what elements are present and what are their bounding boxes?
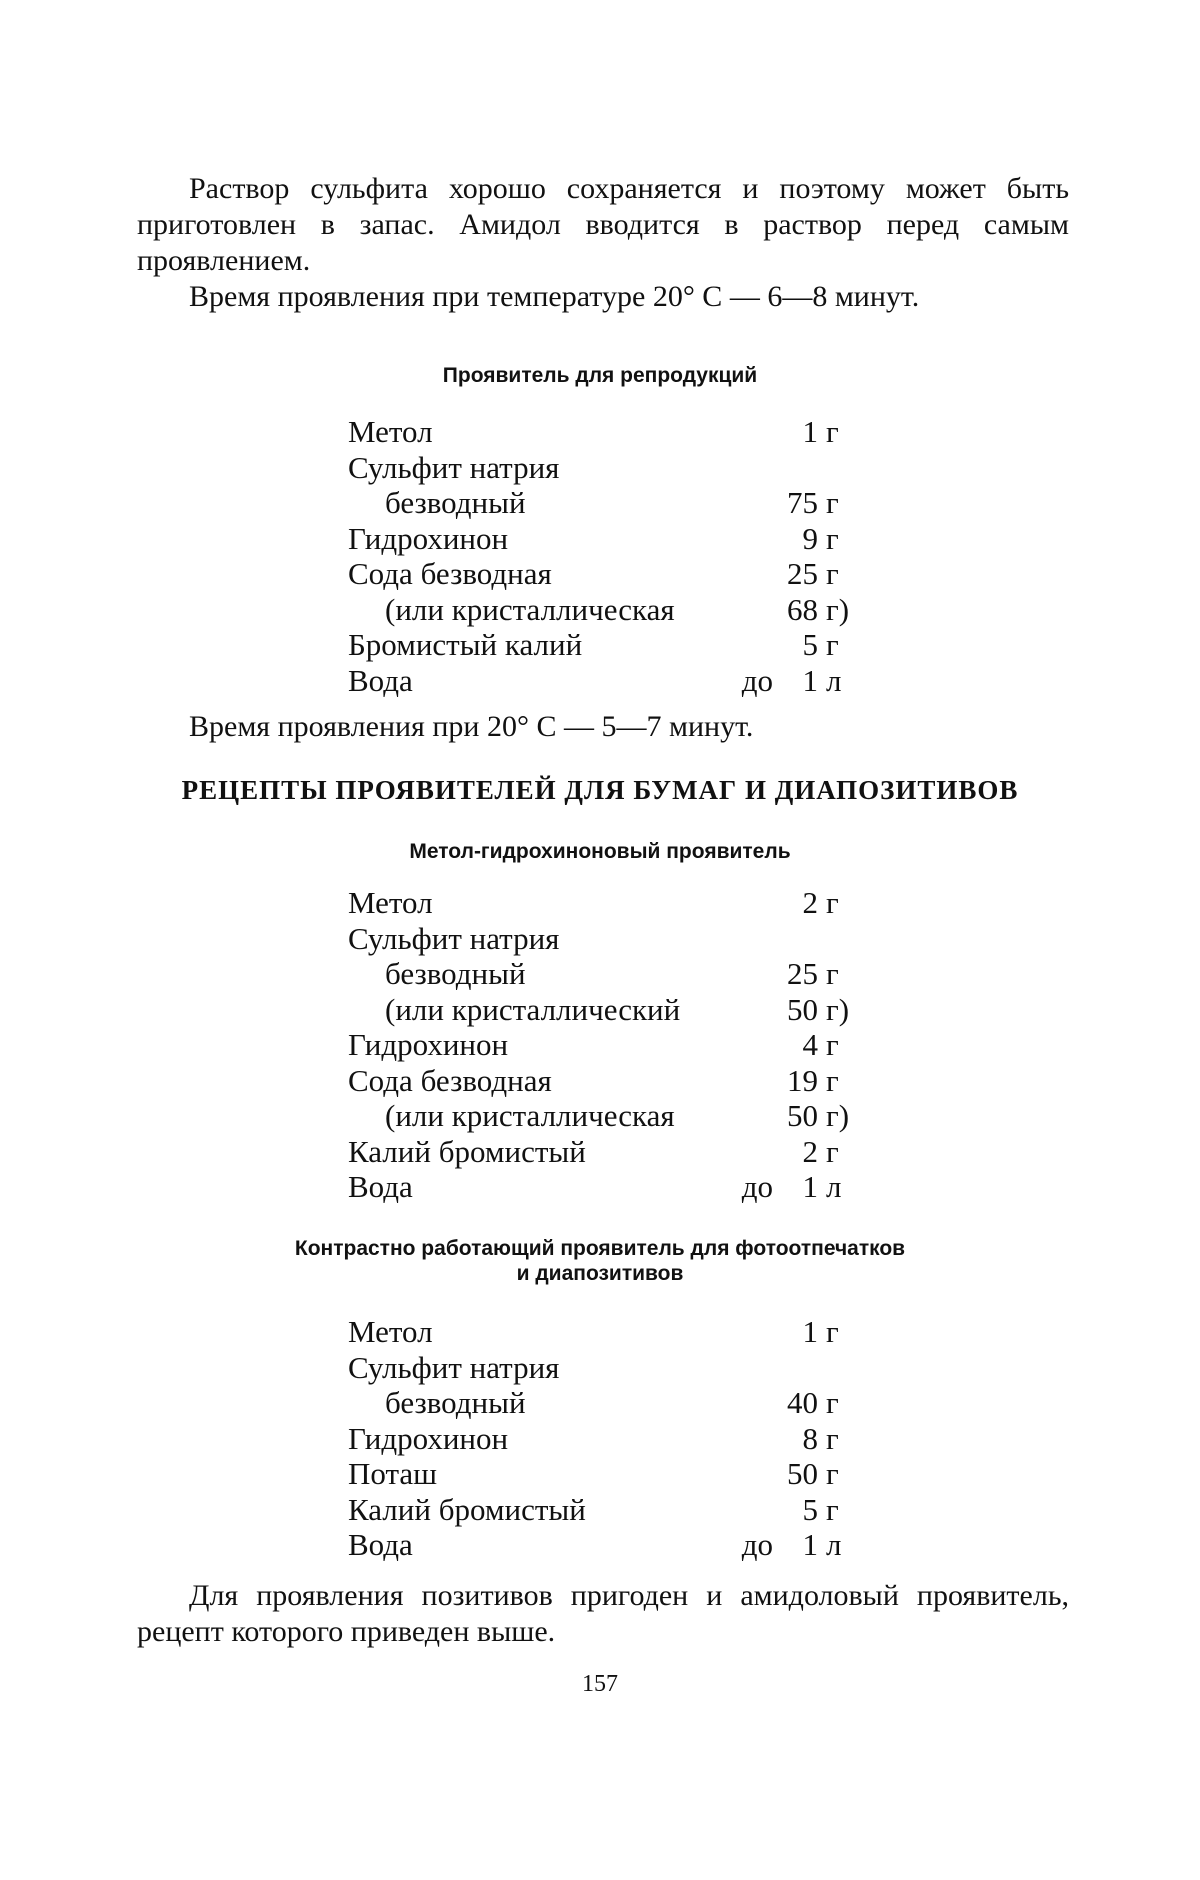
ingredient-qty: 8 <box>802 1420 818 1456</box>
ingredient-unit: г <box>826 1491 839 1527</box>
recipe-row <box>348 1385 868 1421</box>
ingredient-name: Метол <box>348 1314 433 1349</box>
ingredient-qty: 1 <box>802 662 818 698</box>
reproduction-recipe-list <box>348 414 868 698</box>
ingredient-qty: 25 <box>787 956 818 991</box>
ingredient-name: Метол <box>348 885 433 920</box>
ingredient-unit: л <box>826 662 842 698</box>
reproduction-developer-title: Проявитель для репродукций <box>442 364 758 387</box>
recipe-row <box>348 1527 868 1563</box>
ingredient-name: Сода безводная <box>348 556 552 591</box>
ingredient-name: Поташ <box>348 1456 438 1491</box>
ingredient-qty: 5 <box>802 1491 818 1527</box>
ingredient-qty: 5 <box>802 627 818 662</box>
metol-hydroquinone-title: Метол-гидрохиноновый проявитель <box>409 840 791 863</box>
ingredient-unit: г <box>826 956 839 991</box>
ingredient-prefix: до <box>741 662 773 698</box>
ingredient-unit: г) <box>826 991 850 1027</box>
recipe-row <box>348 592 868 628</box>
recipe-row <box>348 885 868 921</box>
recipe-row <box>348 1350 868 1386</box>
ingredient-name: Калий бромистый <box>348 1133 586 1169</box>
ingredient-qty: 68 <box>787 591 818 627</box>
ingredient-unit: г <box>826 556 839 591</box>
ingredient-name: Сода безводная <box>348 1062 552 1098</box>
ingredient-unit: г <box>826 1027 839 1062</box>
recipe-row <box>348 663 868 699</box>
ingredient-qty: 25 <box>787 556 818 591</box>
ingredient-name: Бромистый калий <box>348 627 583 662</box>
ingredient-unit: г <box>826 1420 839 1456</box>
recipe-row <box>348 1169 868 1205</box>
ingredient-name: Сульфит натрия <box>348 920 560 956</box>
recipe-row <box>348 485 868 521</box>
recipe-row <box>348 450 868 486</box>
recipe-row <box>348 1456 868 1492</box>
ingredient-name: (или кристаллическая <box>385 1098 675 1133</box>
ingredient-unit: г <box>826 1062 839 1098</box>
ingredient-name: (или кристаллический <box>385 991 681 1027</box>
ingredient-name: Гидрохинон <box>348 520 509 556</box>
ingredient-name: Вода <box>348 1527 413 1562</box>
reproduction-time-note: Время проявления при 20° С — 5—7 минут. <box>189 710 754 743</box>
recipe-row <box>348 627 868 663</box>
ingredient-unit: г <box>826 1385 839 1420</box>
ingredient-name: Гидрохинон <box>348 1027 509 1062</box>
ingredient-name: (или кристаллическая <box>385 591 675 627</box>
section-heading: РЕЦЕПТЫ ПРОЯВИТЕЛЕЙ ДЛЯ БУМАГ И ДИАПОЗИТИВОВ <box>181 775 1019 805</box>
ingredient-qty: 1 <box>802 1169 818 1204</box>
ingredient-qty: 40 <box>787 1385 818 1420</box>
intro-paragraph-sulfite: Раствор сульфита хорошо сохраняется и поэтому может быть приготовлен в запас. Амидол вводится в раствор перед самым проявлением. <box>137 172 1069 277</box>
ingredient-name: Калий бромистый <box>348 1491 586 1527</box>
ingredient-name: Вода <box>348 662 413 698</box>
ingredient-unit: г <box>826 885 839 920</box>
recipe-row <box>348 521 868 557</box>
recipe-row <box>348 1492 868 1528</box>
recipe-row <box>348 921 868 957</box>
recipe-row <box>348 556 868 592</box>
ingredient-qty: 50 <box>787 991 818 1027</box>
recipe-row <box>348 414 868 450</box>
ingredient-unit: л <box>826 1169 842 1204</box>
ingredient-qty: 19 <box>787 1062 818 1098</box>
recipe-row <box>348 1027 868 1063</box>
recipe-row <box>348 992 868 1028</box>
contrast-developer-title-line2: и диапозитивов <box>516 1262 684 1285</box>
ingredient-unit: г <box>826 1314 839 1349</box>
ingredient-unit: г) <box>826 1098 850 1133</box>
ingredient-unit: г <box>826 627 839 662</box>
intro-paragraph-time: Время проявления при температуре 20° С — 6—8 минут. <box>189 280 920 313</box>
ingredient-qty: 1 <box>802 1527 818 1562</box>
ingredient-qty: 4 <box>802 1027 818 1062</box>
ingredient-name: Сульфит натрия <box>348 1349 560 1385</box>
recipe-row <box>348 1098 868 1134</box>
ingredient-name: безводный <box>385 956 526 991</box>
ingredient-qty: 1 <box>802 414 818 449</box>
ingredient-name: Гидрохинон <box>348 1420 509 1456</box>
contrast-recipe-list <box>348 1314 868 1563</box>
ingredient-qty: 75 <box>787 485 818 520</box>
contrast-developer-title-line1: Контрастно работающий проявитель для фотоотпечатков <box>294 1237 906 1260</box>
recipe-row <box>348 956 868 992</box>
ingredient-qty: 9 <box>802 520 818 556</box>
ingredient-name: безводный <box>385 485 526 520</box>
ingredient-unit: г <box>826 520 839 556</box>
ingredient-unit: л <box>826 1527 842 1562</box>
ingredient-qty: 50 <box>787 1098 818 1133</box>
ingredient-qty: 50 <box>787 1456 818 1491</box>
ingredient-qty: 2 <box>802 885 818 920</box>
ingredient-unit: г <box>826 1133 839 1169</box>
recipe-row <box>348 1421 868 1457</box>
page-number: 157 <box>582 1671 618 1697</box>
ingredient-unit: г <box>826 1456 839 1491</box>
ingredient-unit: г <box>826 485 839 520</box>
recipe-row <box>348 1314 868 1350</box>
ingredient-name: Вода <box>348 1169 413 1204</box>
ingredient-prefix: до <box>741 1169 773 1204</box>
metol-hydroquinone-recipe-list <box>348 885 868 1205</box>
ingredient-qty: 1 <box>802 1314 818 1349</box>
ingredient-name: Метол <box>348 414 433 449</box>
ingredient-unit: г) <box>826 591 850 627</box>
closing-paragraph: Для проявления позитивов пригоден и амидоловый проявитель, рецепт которого приведен выше. <box>137 1579 1069 1648</box>
ingredient-name: безводный <box>385 1385 526 1420</box>
recipe-row <box>348 1063 868 1099</box>
ingredient-unit: г <box>826 414 839 449</box>
ingredient-qty: 2 <box>802 1133 818 1169</box>
recipe-row <box>348 1134 868 1170</box>
ingredient-prefix: до <box>741 1527 773 1562</box>
ingredient-name: Сульфит натрия <box>348 449 560 485</box>
